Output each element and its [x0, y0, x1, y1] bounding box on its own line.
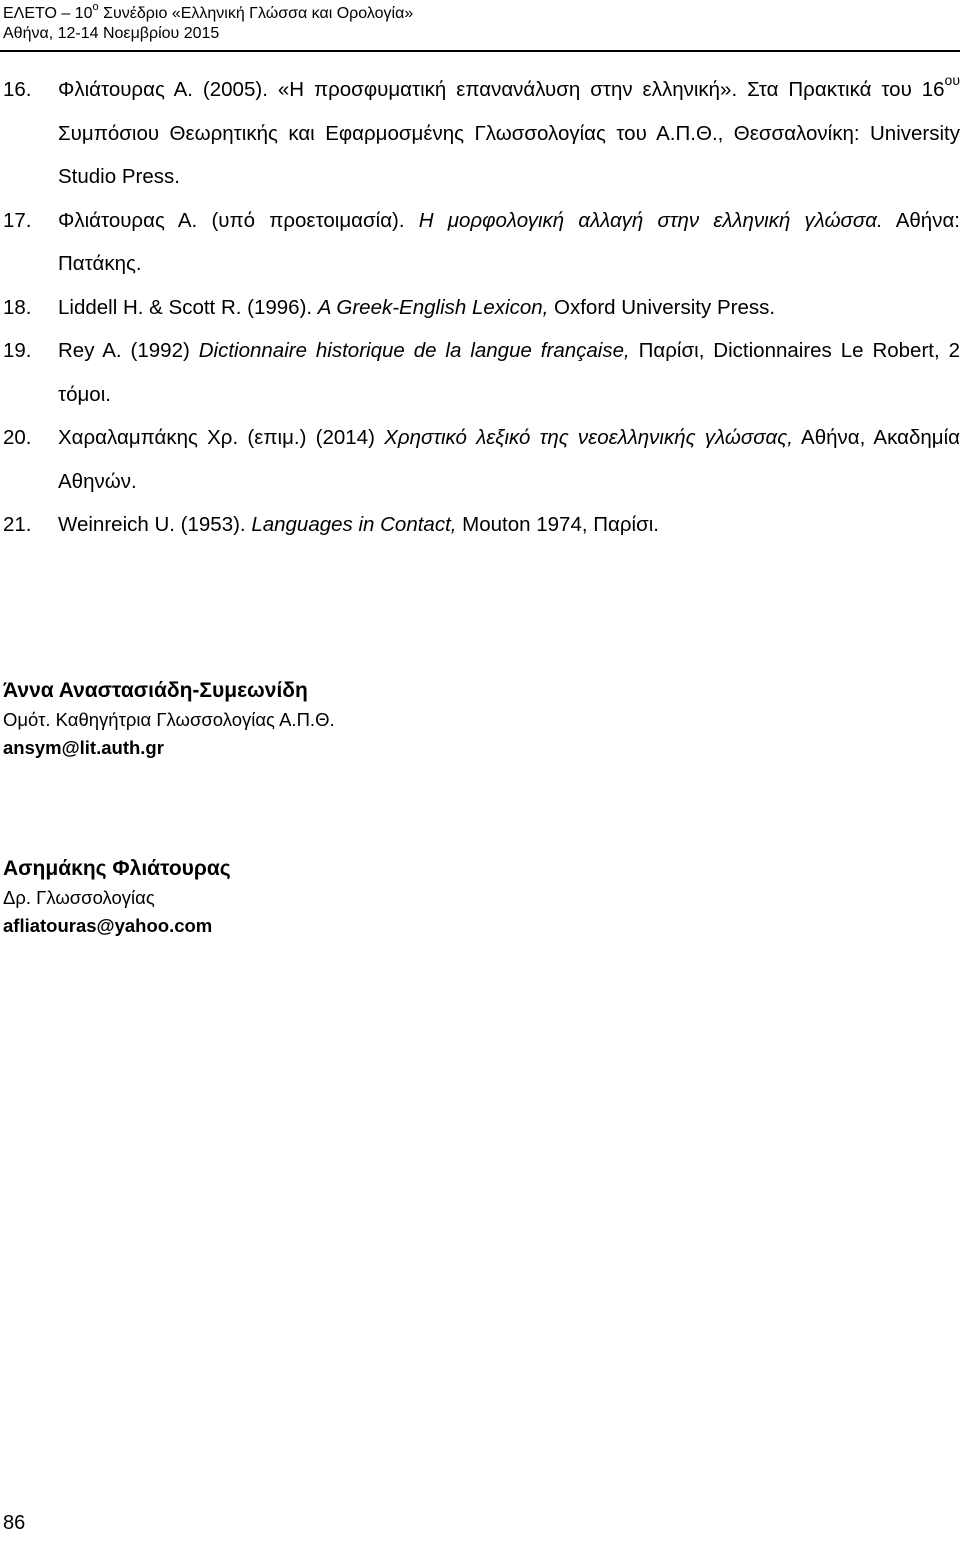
- reference-text-cont: Mouton 1974, Παρίσι.: [456, 513, 660, 536]
- author-block: [3, 854, 231, 940]
- author-block: [3, 676, 335, 762]
- reference-title: Dictionnaire historique de la langue française,: [198, 339, 630, 362]
- reference-number: 20.: [3, 426, 32, 449]
- reference-number: 18.: [3, 295, 32, 319]
- reference-number: 17.: [3, 208, 32, 232]
- reference-list: [0, 68, 960, 547]
- reference-text-cont: Παρίσι, Dictionnaires Le Robert, 2 τόμοι.: [58, 339, 960, 406]
- header-line-1: [3, 0, 414, 24]
- reference-number: 21.: [3, 513, 32, 536]
- author-name: Άννα Αναστασιάδη-Συμεωνίδη: [3, 679, 308, 702]
- reference-text: Φλιάτουρας Α. (υπό προετοιμασία).: [58, 208, 419, 232]
- reference-item: [0, 68, 960, 199]
- reference-title: Χρηστικό λεξικό της νεοελληνικής γλώσσας,: [384, 426, 793, 449]
- reference-text: Χαραλαμπάκης Χρ. (επιμ.) (2014): [58, 426, 385, 449]
- author-role: Ομότ. Καθηγήτρια Γλωσσολογίας Α.Π.Θ.: [3, 709, 335, 730]
- reference-item: [0, 329, 960, 416]
- reference-text-cont: Αθήνα, Ακαδημία Αθηνών.: [58, 426, 960, 493]
- author-email: ansym@lit.auth.gr: [3, 737, 164, 758]
- reference-title: A Greek-English Lexicon,: [317, 295, 549, 319]
- reference-number: 19.: [3, 339, 32, 362]
- page-number: 86: [3, 1512, 26, 1534]
- running-header: [3, 0, 414, 44]
- header-superscript: ο: [92, 0, 99, 13]
- reference-text-cont: Oxford University Press.: [548, 295, 776, 319]
- reference-item: [0, 416, 960, 503]
- reference-text-cont: Συμπόσιου Θεωρητικής και Εφαρμοσμένης Γλωσσολογίας του Α.Π.Θ., Θεσσαλονίκη: University Studio Press.: [58, 121, 960, 188]
- header-line-2: Αθήνα, 12-14 Νοεμβρίου 2015: [3, 25, 220, 42]
- reference-text: Rey A. (1992): [58, 339, 199, 362]
- reference-title: Η μορφολογική αλλαγή στην ελληνική γλώσσα.: [418, 208, 883, 232]
- header-line-1-text: ΕΛΕΤΟ – 10: [3, 5, 93, 22]
- header-rule: [0, 50, 960, 52]
- header-line-1-suffix: Συνέδριο «Ελληνική Γλώσσα και Ορολογία»: [98, 5, 414, 22]
- reference-item: [0, 199, 960, 286]
- author-role: Δρ. Γλωσσολογίας: [3, 887, 155, 908]
- reference-title: Languages in Contact,: [251, 513, 457, 536]
- reference-text: Φλιάτουρας Α. (2005). «Η προσφυματική επανανάλυση στην ελληνική». Στα Πρακτικά του 16: [58, 78, 945, 101]
- reference-number: 16.: [3, 78, 32, 101]
- reference-text: Liddell H. & Scott R. (1996).: [58, 295, 318, 319]
- author-name: Ασημάκης Φλιάτουρας: [3, 857, 231, 880]
- reference-item: [0, 503, 960, 547]
- reference-superscript: ου: [944, 72, 960, 89]
- author-email: afliatouras@yahoo.com: [3, 915, 213, 936]
- reference-item: [0, 286, 960, 330]
- reference-text: Weinreich U. (1953).: [58, 513, 252, 536]
- reference-text-cont: Αθήνα: Πατάκης.: [58, 208, 960, 275]
